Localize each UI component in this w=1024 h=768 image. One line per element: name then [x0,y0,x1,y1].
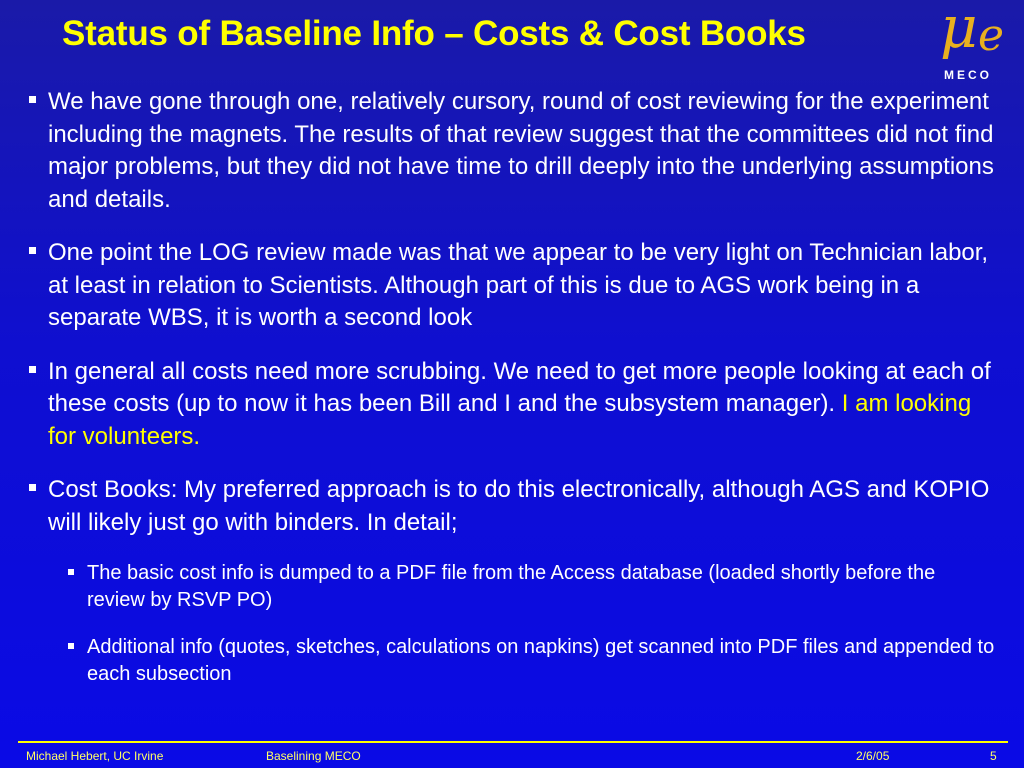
sub-bullet-item [28,560,998,614]
square-sub-bullet-icon [68,569,74,575]
footer-divider [18,741,1008,743]
square-bullet-icon [29,247,36,254]
meco-logo [934,0,1020,88]
footer-page-number: 5 [990,749,997,763]
bullet-item [28,474,998,539]
slide-title: Status of Baseline Info – Costs & Cost Books [62,14,806,53]
footer-topic: Baselining MECO [266,749,361,763]
bullet-item [28,237,998,335]
slide-body [28,86,998,708]
logo-mu-glyph: μ [940,0,978,61]
bullet-item [28,356,998,454]
square-bullet-icon [29,484,36,491]
bullet-text: We have gone through one, relatively cursory, round of cost reviewing for the experiment including the magnets. The results of that review suggest that the committees did not find major problems, but they did not have time to drill deeply into the underlying assumptions and details. [48,88,994,213]
logo-text: MECO [944,68,992,82]
footer-author: Michael Hebert, UC Irvine [26,749,164,763]
bullet-text: One point the LOG review made was that we appear to be very light on Technician labor, at least in relation to Scientists. Although part of this is due to AGS work being in a separate WBS, it is worth a second look [48,239,989,331]
sub-bullet-text: Additional info (quotes, sketches, calculations on napkins) get scanned into PDF files and appended to each subsection [87,636,995,685]
footer-date: 2/6/05 [856,749,890,763]
sub-bullet-text: The basic cost info is dumped to a PDF file from the Access database (loaded shortly before the review by RSVP PO) [87,562,936,611]
bullet-text: In general all costs need more scrubbing. We need to get more people looking at each of these costs (up to now it has been Bill and I and the subsystem manager). [48,357,991,417]
bullet-highlight-text: I am looking for volunteers. [48,390,972,450]
square-sub-bullet-icon [68,643,74,649]
logo-e-glyph: e [978,10,1005,61]
sub-bullet-item [28,634,998,688]
square-bullet-icon [29,96,36,103]
square-bullet-icon [29,366,36,373]
bullet-text: Cost Books: My preferred approach is to do this electronically, although AGS and KOPIO will likely just go with binders. In detail; [48,476,990,536]
bullet-item [28,86,998,216]
